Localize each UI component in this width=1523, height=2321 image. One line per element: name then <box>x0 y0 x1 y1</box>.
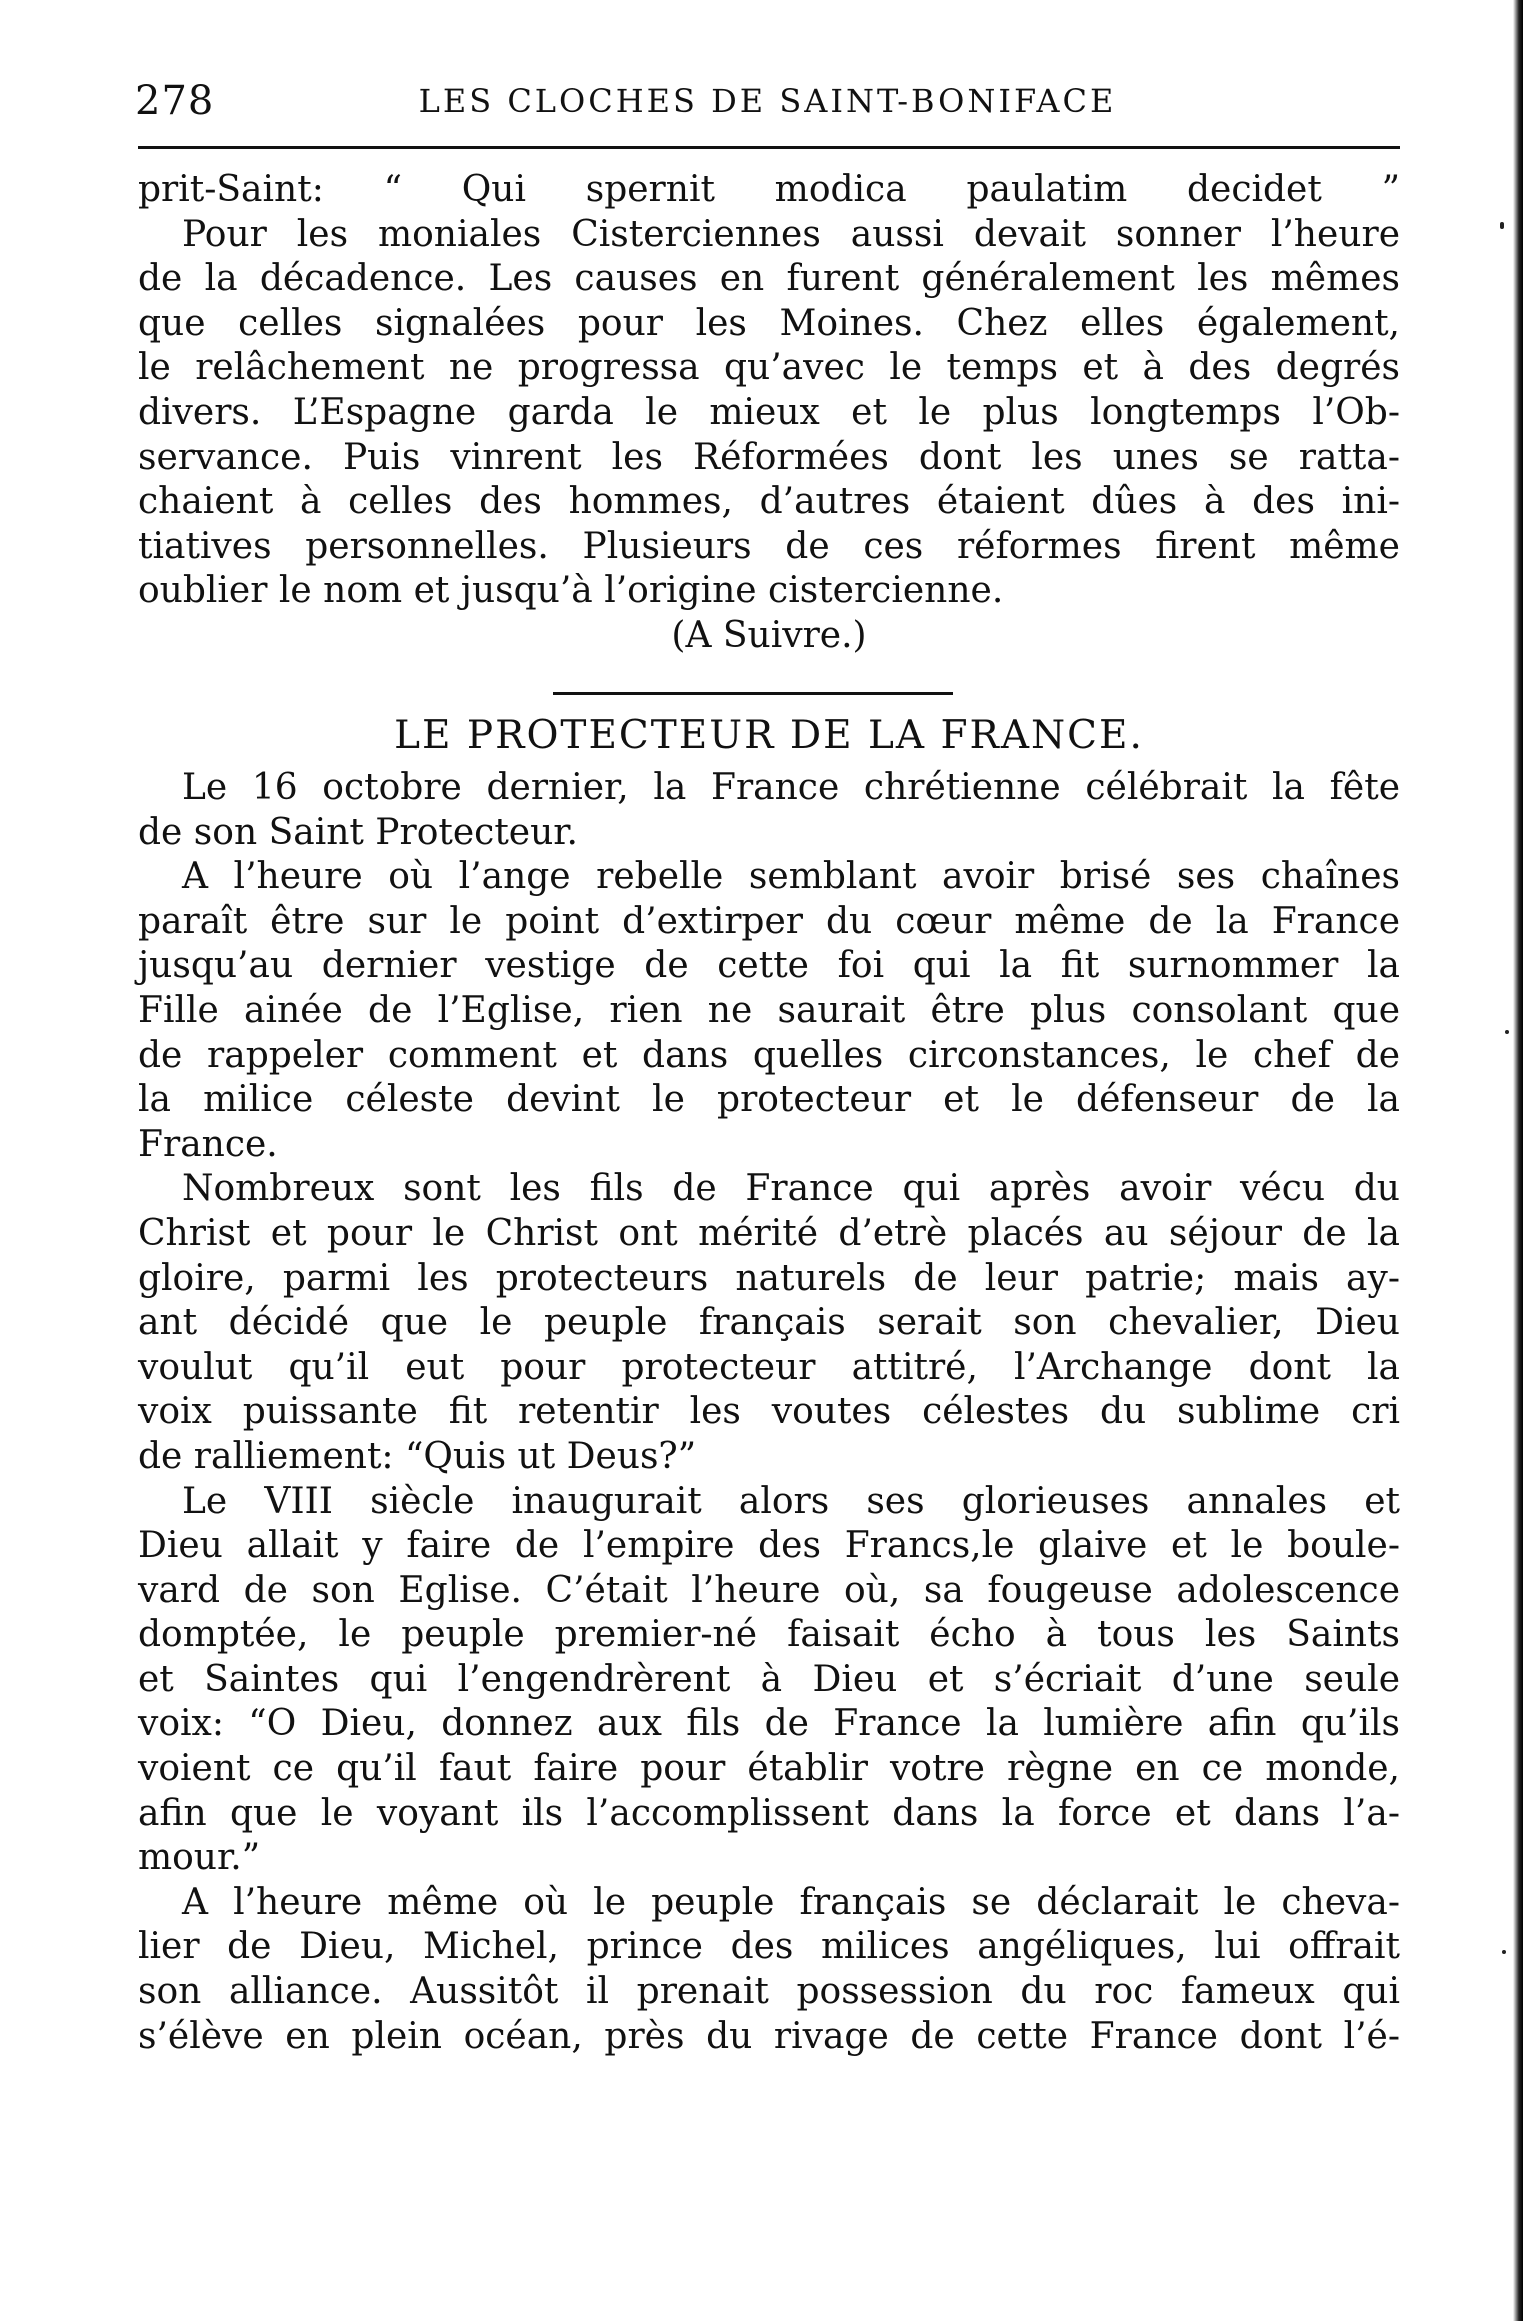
text-line: voient ce qu’il faut faire pour établir votre règne en ce monde, <box>138 1748 1400 1790</box>
text-line: et Saintes qui l’engendrèrent à Dieu et s’écriait d’une seule <box>138 1658 1400 1700</box>
scan-page-edge <box>1513 0 1523 2321</box>
text-line: Le VIII siècle inaugurait alors ses glorieuses annales et <box>182 1480 1400 1522</box>
page-number: 278 <box>135 78 215 124</box>
text-line: Fille ainée de l’Eglise, rien ne saurait être plus consolant que <box>138 989 1400 1031</box>
text-line: gloire, parmi les protecteurs naturels de leur patrie; mais ay- <box>138 1257 1400 1299</box>
text-line: voix: “O Dieu, donnez aux fils de France la lumière afin qu’ils <box>138 1703 1400 1745</box>
section-divider <box>553 692 953 695</box>
text-line: son alliance. Aussitôt il prenait possession du roc fameux qui <box>138 1971 1400 2013</box>
text-line: divers. L’Espagne garda le mieux et le plus longtemps l’Ob- <box>138 391 1400 433</box>
text-line: la milice céleste devint le protecteur et le défenseur de la <box>138 1079 1400 1121</box>
text-line: mour.” <box>138 1837 261 1879</box>
text-line: A l’heure où l’ange rebelle semblant avoir brisé ses chaînes <box>182 856 1400 898</box>
text-line: Dieu allait y faire de l’empire des Francs,le glaive et le boule- <box>138 1525 1400 1567</box>
text-line: prit-Saint: “ Qui spernit modica paulatim decidet ” <box>138 169 1400 210</box>
text-line: voix puissante fit retentir les voutes célestes du sublime cri <box>138 1391 1400 1433</box>
text-line: tiatives personnelles. Plusieurs de ces réformes firent même <box>138 525 1400 567</box>
text-line: oublier le nom et jusqu’à l’origine cistercienne. <box>138 570 1004 612</box>
page-header <box>135 70 1400 130</box>
text-line: paraît être sur le point d’extirper du cœur même de la France <box>138 900 1400 942</box>
text-line: Christ et pour le Christ ont mérité d’etrè placés au séjour de la <box>138 1212 1400 1254</box>
scan-speck <box>1500 222 1504 229</box>
running-title: LES CLOCHES DE SAINT-BONIFACE <box>418 82 1117 120</box>
article-body <box>138 766 1400 2059</box>
text-line: lier de Dieu, Michel, prince des milices angéliques, lui offrait <box>138 1926 1400 1968</box>
text-line: ant décidé que le peuple français serait son chevalier, Dieu <box>138 1302 1400 1344</box>
header-rule <box>138 146 1400 149</box>
text-line: A l’heure même où le peuple français se déclarait le cheva- <box>182 1881 1400 1923</box>
text-line: vard de son Eglise. C’était l’heure où, sa fougeuse adolescence <box>138 1569 1400 1611</box>
text-line: de son Saint Protecteur. <box>138 811 578 853</box>
text-line: de la décadence. Les causes en furent généralement les mêmes <box>138 258 1400 300</box>
text-line: domptée, le peuple premier-né faisait écho à tous les Saints <box>138 1614 1400 1656</box>
text-line: de ralliement: “Quis ut Deus?” <box>138 1435 697 1477</box>
scan-speck <box>1502 1950 1506 1954</box>
text-line: Le 16 octobre dernier, la France chrétienne célébrait la fête <box>182 767 1400 808</box>
text-line: France. <box>138 1123 278 1165</box>
text-line: le relâchement ne progressa qu’avec le temps et à des degrés <box>138 347 1400 389</box>
text-line: chaient à celles des hommes, d’autres étaient dûes à des ini- <box>138 481 1400 523</box>
article-title: LE PROTECTEUR DE LA FRANCE. <box>394 713 1144 758</box>
text-line: Nombreux sont les fils de France qui après avoir vécu du <box>182 1168 1400 1210</box>
text-line: que celles signalées pour les Moines. Chez elles également, <box>138 302 1400 344</box>
scan-speck <box>1505 1030 1509 1034</box>
to-be-continued: (A Suivre.) <box>671 614 867 656</box>
text-line: voulut qu’il eut pour protecteur attitré, l’Archange dont la <box>138 1346 1400 1388</box>
text-line: servance. Puis vinrent les Réformées dont les unes se ratta- <box>138 436 1400 478</box>
text-line: Pour les moniales Cisterciennes aussi devait sonner l’heure <box>182 213 1400 255</box>
text-line: de rappeler comment et dans quelles circonstances, le chef de <box>138 1034 1400 1076</box>
text-line: jusqu’au dernier vestige de cette foi qui la fit surnommer la <box>138 945 1400 987</box>
text-line: s’élève en plein océan, près du rivage de cette France dont l’é- <box>138 2015 1400 2057</box>
previous-article-ending <box>138 168 1400 659</box>
text-line: afin que le voyant ils l’accomplissent dans la force et dans l’a- <box>138 1792 1400 1834</box>
